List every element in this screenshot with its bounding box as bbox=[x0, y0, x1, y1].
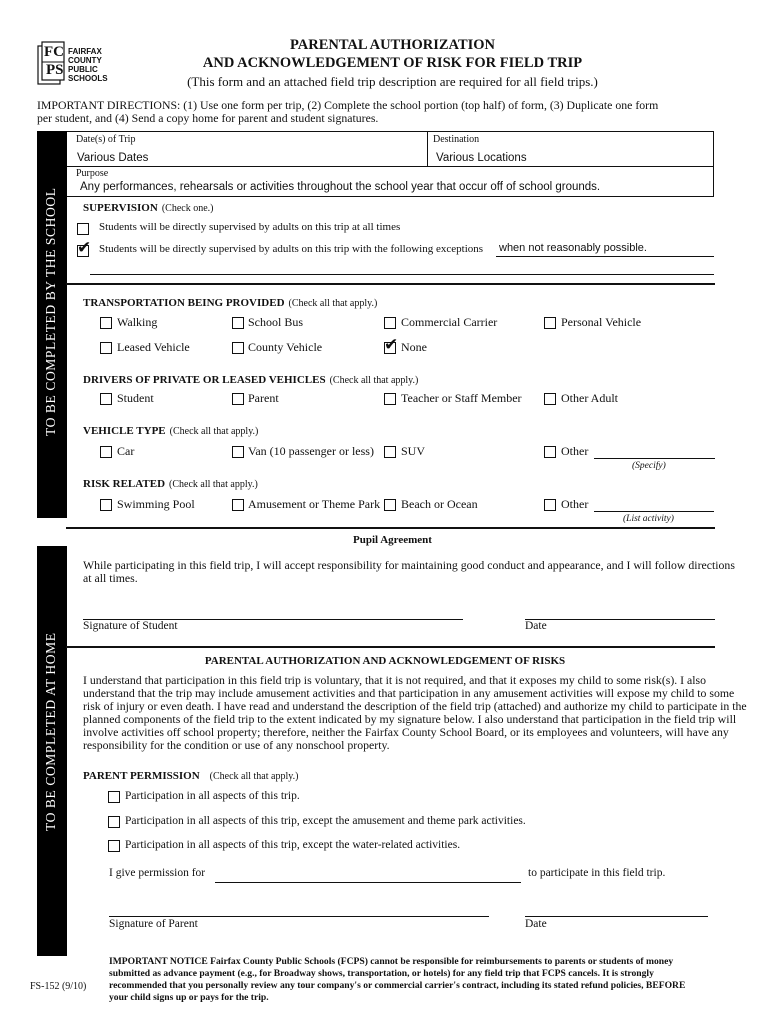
form-title-line-1: PARENTAL AUTHORIZATION bbox=[289, 37, 496, 53]
risk-beach-checkbox[interactable] bbox=[384, 499, 396, 511]
driver-student-label: Student bbox=[117, 391, 154, 405]
risk-amusement-park-checkbox[interactable] bbox=[232, 499, 244, 511]
permission-except-amusement-label: Participation in all aspects of this trip, except the amusement and theme park activities. bbox=[125, 815, 526, 827]
supervision-heading: SUPERVISION bbox=[83, 202, 158, 214]
vehicle-specify-hint: (Specify) bbox=[632, 461, 666, 471]
supervision-option-2-label: Students will be directly supervised by adults on this trip with the following exceptions bbox=[99, 243, 484, 255]
permission-heading-row bbox=[83, 766, 298, 784]
transport-school-bus-checkbox[interactable] bbox=[232, 317, 244, 329]
risk-list-activity-hint: (List activity) bbox=[623, 514, 674, 524]
logo-name-line-4: SCHOOLS bbox=[68, 74, 108, 83]
vehicle-other-field[interactable] bbox=[594, 458, 715, 459]
transport-personal-vehicle-checkbox[interactable] bbox=[544, 317, 556, 329]
supervision-option-1-checkbox[interactable] bbox=[77, 223, 89, 235]
parental-text-line-4: planned components of the field trip to the extent indicated by my signature below. I also understand that participation in the field trip will bbox=[83, 712, 737, 726]
notice-line-3: recommended that you personally review any tour company's or commercial carrier's contract, including its stated refund policies, BEFORE bbox=[109, 980, 686, 991]
vehicle-other-checkbox[interactable] bbox=[544, 446, 556, 458]
transport-county-vehicle-checkbox[interactable] bbox=[232, 342, 244, 354]
parent-signature-label: Signature of Parent bbox=[109, 918, 198, 930]
driver-teacher-checkbox[interactable] bbox=[384, 393, 396, 405]
permission-except-water-label: Participation in all aspects of this trip, except the water-related activities. bbox=[125, 839, 461, 851]
vehicle-heading: VEHICLE TYPE bbox=[83, 425, 166, 437]
risk-other-label: Other bbox=[561, 497, 589, 511]
vehicle-car-label: Car bbox=[117, 444, 135, 458]
supervision-option-2-checkbox[interactable] bbox=[77, 238, 92, 258]
drivers-note: (Check all that apply.) bbox=[329, 375, 419, 386]
risk-heading-row bbox=[83, 474, 258, 492]
school-sidebar-label: TO BE COMPLETED BY THE SCHOOL bbox=[43, 187, 58, 436]
vehicle-van-checkbox[interactable] bbox=[232, 446, 244, 458]
notice-line-1: IMPORTANT NOTICE Fairfax County Public Schools (FCPS) cannot be responsible for reimbursements to parents or students of money bbox=[109, 956, 674, 967]
transport-commercial-carrier-label: Commercial Carrier bbox=[401, 315, 498, 329]
vehicle-suv-label: SUV bbox=[401, 444, 426, 458]
form-subtitle: (This form and an attached field trip description are required for all field trips.) bbox=[187, 74, 598, 89]
supervision-option-1-label: Students will be directly supervised by adults on this trip at all times bbox=[99, 221, 401, 233]
permission-except-water-checkbox[interactable] bbox=[108, 840, 120, 852]
risk-other-field[interactable] bbox=[594, 511, 714, 512]
parental-text-line-6: responsibility for the condition or use of any nonschool property. bbox=[83, 738, 390, 752]
home-sidebar bbox=[37, 546, 67, 956]
home-sidebar-label: TO BE COMPLETED AT HOME bbox=[43, 632, 58, 831]
transport-leased-vehicle-checkbox[interactable] bbox=[100, 342, 112, 354]
driver-other-adult-label: Other Adult bbox=[561, 391, 618, 405]
destination-field[interactable]: Various Locations bbox=[436, 152, 527, 164]
permission-all-aspects-label: Participation in all aspects of this trip. bbox=[125, 790, 300, 802]
parental-text-line-3: risk of injury or even death. I have read and understand the description of the field trip (attached) and authorize my child to participate in the bbox=[83, 699, 747, 713]
check-mark-icon: ✔ bbox=[77, 238, 92, 258]
transport-none-checkbox[interactable] bbox=[384, 335, 399, 355]
parental-authorization-heading: PARENTAL AUTHORIZATION AND ACKNOWLEDGEMENT OF RISKS bbox=[204, 655, 566, 667]
driver-parent-label: Parent bbox=[248, 391, 279, 405]
directions-line-2: per student, and (4) Send a copy home for parent and student signatures. bbox=[37, 111, 379, 125]
permission-heading: PARENT PERMISSION bbox=[83, 770, 200, 782]
vehicle-note: (Check all that apply.) bbox=[169, 426, 259, 437]
to-participate-label: to participate in this field trip. bbox=[528, 867, 666, 879]
directions-line-1: IMPORTANT DIRECTIONS: (1) Use one form per trip, (2) Complete the school portion (top half) of form, (3) Duplicate one form bbox=[37, 98, 659, 112]
transport-none-label: None bbox=[401, 340, 427, 354]
transport-school-bus-label: School Bus bbox=[248, 315, 304, 329]
logo-name-line-3: PUBLIC bbox=[68, 65, 98, 74]
transportation-heading: TRANSPORTATION BEING PROVIDED bbox=[83, 297, 285, 309]
logo-abbr-top: FC bbox=[44, 44, 64, 60]
permission-note: (Check all that apply.) bbox=[209, 771, 299, 782]
transport-leased-vehicle-label: Leased Vehicle bbox=[117, 340, 190, 354]
vehicle-car-checkbox[interactable] bbox=[100, 446, 112, 458]
notice-line-4: your child signs up or pays for the trip. bbox=[109, 992, 269, 1003]
transport-commercial-carrier-checkbox[interactable] bbox=[384, 317, 396, 329]
pupil-agreement-line-1: While participating in this field trip, I will accept responsibility for maintaining good conduct and appearance, and I will follow directions bbox=[83, 558, 735, 572]
dates-field[interactable]: Various Dates bbox=[77, 152, 149, 164]
risk-heading: RISK RELATED bbox=[83, 478, 166, 490]
transportation-heading-row bbox=[83, 293, 377, 311]
vehicle-other-label: Other bbox=[561, 444, 589, 458]
risk-swimming-pool-label: Swimming Pool bbox=[117, 497, 195, 511]
form-number: FS-152 (9/10) bbox=[30, 981, 87, 992]
driver-parent-checkbox[interactable] bbox=[232, 393, 244, 405]
transport-walking-checkbox[interactable] bbox=[100, 317, 112, 329]
logo-name-line-2: COUNTY bbox=[68, 56, 102, 65]
parent-signature-field[interactable] bbox=[109, 916, 489, 917]
drivers-heading: DRIVERS OF PRIVATE OR LEASED VEHICLES bbox=[83, 374, 326, 386]
pupil-agreement-line-2: at all times. bbox=[83, 571, 138, 585]
pupil-agreement-heading: Pupil Agreement bbox=[353, 534, 432, 546]
risk-amusement-park-label: Amusement or Theme Park bbox=[248, 497, 381, 511]
driver-student-checkbox[interactable] bbox=[100, 393, 112, 405]
permission-all-aspects-checkbox[interactable] bbox=[108, 791, 120, 803]
transport-county-vehicle-label: County Vehicle bbox=[248, 340, 323, 354]
form-title-line-2: AND ACKNOWLEDGEMENT OF RISK FOR FIELD TRIP bbox=[202, 55, 583, 71]
student-date-label: Date bbox=[525, 620, 547, 632]
logo-name-line-1: FAIRFAX bbox=[68, 47, 102, 56]
supervision-note: (Check one.) bbox=[161, 203, 214, 214]
student-date-field[interactable] bbox=[525, 619, 715, 620]
destination-label: Destination bbox=[433, 134, 480, 145]
risk-beach-label: Beach or Ocean bbox=[401, 497, 478, 511]
parental-text-line-1: I understand that participation in this field trip is voluntary, that it is not required, and that it exposes my child to some risk(s). I also bbox=[83, 673, 707, 687]
dates-label: Date(s) of Trip bbox=[76, 134, 136, 145]
parental-text-line-2: understand that the trip may include amusement activities and that participation in any amusement activities will expose my child to some bbox=[83, 686, 735, 700]
driver-other-adult-checkbox[interactable] bbox=[544, 393, 556, 405]
parent-date-field[interactable] bbox=[525, 916, 708, 917]
risk-note: (Check all that apply.) bbox=[169, 479, 258, 490]
student-signature-label: Signature of Student bbox=[83, 620, 178, 632]
vehicle-van-label: Van (10 passenger or less) bbox=[248, 444, 374, 458]
vehicle-suv-checkbox[interactable] bbox=[384, 446, 396, 458]
purpose-field[interactable]: Any performances, rehearsals or activities throughout the school year that occur off of school grounds. bbox=[80, 181, 601, 193]
risk-other-checkbox[interactable] bbox=[544, 499, 556, 511]
risk-swimming-pool-checkbox[interactable] bbox=[100, 499, 112, 511]
vehicle-heading-row bbox=[83, 421, 258, 439]
logo-abbr-bottom: PS bbox=[46, 62, 64, 78]
transportation-note: (Check all that apply.) bbox=[288, 298, 378, 309]
transport-personal-vehicle-label: Personal Vehicle bbox=[561, 315, 642, 329]
driver-teacher-label: Teacher or Staff Member bbox=[401, 391, 522, 405]
transport-walking-label: Walking bbox=[117, 315, 158, 329]
supervision-exceptions-field[interactable]: when not reasonably possible. bbox=[499, 242, 647, 254]
parental-text-line-5: involve activities off school property; therefore, neither the Fairfax County School Board, or its employees and volunteers, will have any bbox=[83, 725, 729, 739]
purpose-label: Purpose bbox=[76, 168, 109, 179]
drivers-heading-row bbox=[83, 370, 418, 388]
notice-line-2: submitted as advance payment (e.g., for Broadway shows, transportation, or hotels) for any field trip that FCPS cancels. It is strongly bbox=[109, 968, 654, 979]
child-name-field[interactable] bbox=[215, 882, 521, 883]
check-mark-icon: ✔ bbox=[384, 335, 399, 355]
give-permission-label: I give permission for bbox=[109, 867, 206, 879]
school-sidebar bbox=[37, 131, 67, 518]
parent-date-label: Date bbox=[525, 918, 547, 930]
supervision-heading-row bbox=[83, 198, 213, 216]
permission-except-amusement-checkbox[interactable] bbox=[108, 816, 120, 828]
